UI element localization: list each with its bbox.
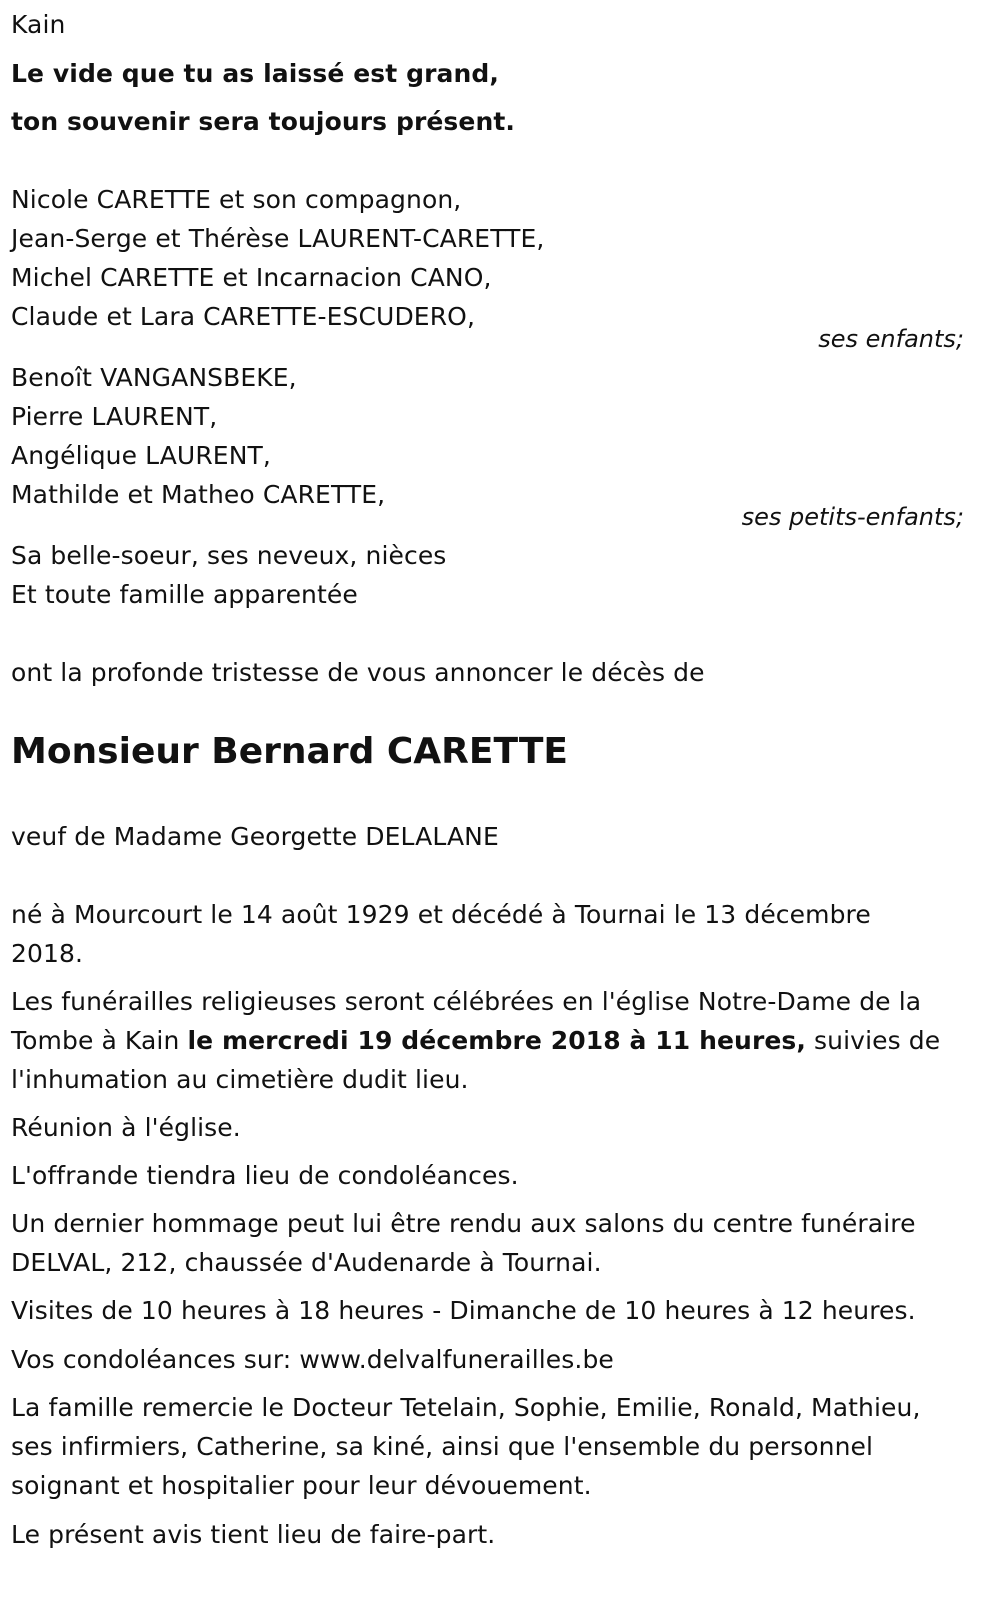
extended-family-line: Et toute famille apparentée xyxy=(11,580,358,609)
announcement-text: ont la profonde tristesse de vous annoncer le décès de xyxy=(11,658,705,687)
condolences-text: Vos condoléances sur: www.delvalfunerailles.be xyxy=(11,1345,614,1374)
quote-line-2: ton souvenir sera toujours présent. xyxy=(11,107,516,136)
funeral-line-2 xyxy=(11,1021,940,1060)
grandchild-name: Benoît VANGANSBEKE, xyxy=(11,363,297,392)
thanks-line-3: soignant et hospitalier pour leur dévouement. xyxy=(11,1471,592,1500)
extended-family-line: Sa belle-soeur, ses neveux, nièces xyxy=(11,541,447,570)
tribute-line-2: DELVAL, 212, chaussée d'Audenarde à Tournai. xyxy=(11,1248,602,1277)
grandchildren-label: ses petits-enfants; xyxy=(741,503,964,531)
child-name: Claude et Lara CARETTE-ESCUDERO, xyxy=(11,302,475,331)
grandchild-name: Pierre LAURENT, xyxy=(11,402,218,431)
visits-text: Visites de 10 heures à 18 heures - Dimanche de 10 heures à 12 heures. xyxy=(11,1296,916,1325)
birth-death-line-2: 2018. xyxy=(11,939,84,968)
grandchild-name: Mathilde et Matheo CARETTE, xyxy=(11,480,386,509)
funeral-line-3: l'inhumation au cimetière dudit lieu. xyxy=(11,1065,469,1094)
closing-text: Le présent avis tient lieu de faire-part. xyxy=(11,1520,496,1549)
grandchild-name: Angélique LAURENT, xyxy=(11,441,271,470)
thanks-line-2: ses infirmiers, Catherine, sa kiné, ainsi que l'ensemble du personnel xyxy=(11,1432,874,1461)
deceased-name: Monsieur Bernard CARETTE xyxy=(11,731,568,772)
location-text: Kain xyxy=(11,10,66,39)
quote-line-1: Le vide que tu as laissé est grand, xyxy=(11,59,499,88)
funeral-place: Tombe à Kain xyxy=(11,1026,188,1055)
birth-death-line-1: né à Mourcourt le 14 août 1929 et décédé à Tournai le 13 décembre xyxy=(11,900,871,929)
funeral-followup: suivies de xyxy=(806,1026,941,1055)
child-name: Michel CARETTE et Incarnacion CANO, xyxy=(11,263,492,292)
offering-text: L'offrande tiendra lieu de condoléances. xyxy=(11,1161,519,1190)
funeral-line-1: Les funérailles religieuses seront célébrées en l'église Notre-Dame de la xyxy=(11,987,922,1016)
meeting-text: Réunion à l'église. xyxy=(11,1113,241,1142)
funeral-date-time: le mercredi 19 décembre 2018 à 11 heures, xyxy=(187,1026,807,1055)
child-name: Nicole CARETTE et son compagnon, xyxy=(11,185,462,214)
child-name: Jean-Serge et Thérèse LAURENT-CARETTE, xyxy=(11,224,545,253)
tribute-line-1: Un dernier hommage peut lui être rendu aux salons du centre funéraire xyxy=(11,1209,916,1238)
widower-text: veuf de Madame Georgette DELALANE xyxy=(11,822,499,851)
children-label: ses enfants; xyxy=(818,325,964,353)
thanks-line-1: La famille remercie le Docteur Tetelain, Sophie, Emilie, Ronald, Mathieu, xyxy=(11,1393,921,1422)
